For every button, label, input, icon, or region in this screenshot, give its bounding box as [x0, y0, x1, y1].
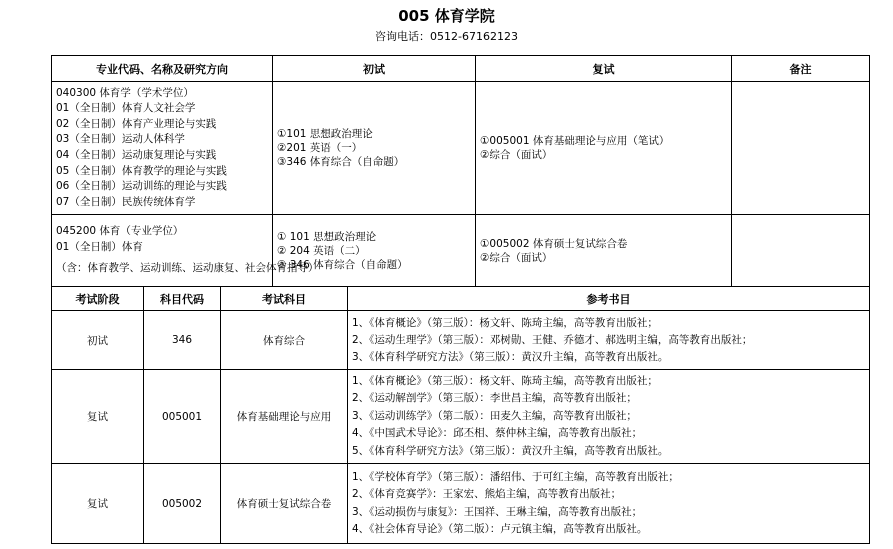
exam-item: ③ 346 体育综合（自命题） — [277, 258, 408, 271]
code-cell: 005001 — [144, 370, 221, 464]
program-line: 01（全日制）体育人文社会学 — [56, 102, 196, 115]
books-row — [52, 311, 870, 370]
book-entry: 4、《社会体育导论》（第二版）：卢元镇主编，高等教育出版社。 — [352, 522, 648, 535]
stage-cell: 初试 — [52, 311, 144, 370]
retest-item: ①005002 体育硕士复试综合卷 — [480, 237, 628, 250]
book-entry: 2、《体育竞赛学》：王家宏、熊焰主编，高等教育出版社； — [352, 488, 622, 501]
book-entry: 1、《学校体育学》（第三版）：潘绍伟、于可红主编，高等教育出版社； — [352, 470, 679, 483]
book-entry: 1、《体育概论》（第三版）：杨文轩、陈琦主编，高等教育出版社； — [352, 316, 658, 329]
program-cell — [52, 82, 273, 215]
book-entry: 3、《体育科学研究方法》（第三版）：黄汉升主编，高等教育出版社。 — [352, 350, 669, 363]
books-cell — [348, 370, 870, 464]
subject-cell: 体育硕士复试综合卷 — [221, 464, 348, 544]
book-entry: 1、《体育概论》（第三版）：杨文轩、陈琦主编，高等教育出版社； — [352, 374, 658, 387]
exam-item: ① 101 思想政治理论 — [277, 230, 377, 243]
program-line: 040300 体育学（学术学位） — [56, 86, 194, 99]
exam-item: ①101 思想政治理论 — [277, 128, 373, 140]
program-line: 07（全日制）民族传统体育学 — [56, 195, 196, 208]
code-cell: 346 — [144, 311, 221, 370]
retest-cell — [476, 82, 732, 215]
initial-exam-cell — [273, 215, 476, 287]
header-books: 参考书目 — [348, 287, 870, 311]
program-cell — [52, 215, 319, 287]
retest-item: ①005001 体育基础理论与应用（笔试） — [480, 135, 670, 147]
header-remark: 备注 — [732, 56, 870, 82]
reference-books-table — [51, 286, 870, 544]
exam-item: ②201 英语（一） — [277, 142, 363, 154]
retest-item: ②综合（面试） — [480, 251, 553, 264]
books-row — [52, 464, 870, 544]
book-entry: 3、《运动损伤与康复》：王国祥、王琳主编，高等教育出版社； — [352, 505, 643, 518]
remark-cell — [732, 215, 870, 287]
program-line: 05（全日制）体育教学的理论与实践 — [56, 164, 227, 177]
initial-exam-cell — [273, 82, 476, 215]
retest-cell — [476, 215, 732, 287]
stage-cell: 复试 — [52, 464, 144, 544]
subject-cell: 体育综合 — [221, 311, 348, 370]
header-program: 专业代码、名称及研究方向 — [52, 56, 273, 82]
contact-phone: 咨询电话：0512-67162123 — [375, 30, 518, 43]
book-entry: 2、《运动生理学》（第三版）：邓树勋、王健、乔德才、郝选明主编，高等教育出版社； — [352, 333, 753, 346]
header-initial-exam: 初试 — [273, 56, 476, 82]
book-entry: 2、《运动解剖学》（第三版）：李世昌主编，高等教育出版社； — [352, 392, 637, 405]
program-line: 045200 体育（专业学位） — [56, 225, 184, 238]
program-line: 06（全日制）运动训练的理论与实践 — [56, 180, 227, 193]
books-cell — [348, 311, 870, 370]
program-line: 04（全日制）运动康复理论与实践 — [56, 149, 217, 161]
header-code: 科目代码 — [144, 287, 221, 311]
program-table-header — [52, 56, 870, 82]
header-stage: 考试阶段 — [52, 287, 144, 311]
program-row — [52, 215, 870, 287]
program-table — [51, 55, 870, 287]
book-entry: 3、《运动训练学》（第二版）：田麦久主编，高等教育出版社； — [352, 409, 637, 422]
book-entry: 5、《体育科学研究方法》（第三版）：黄汉升主编，高等教育出版社。 — [352, 444, 669, 457]
books-row — [52, 370, 870, 464]
stage-cell: 复试 — [52, 370, 144, 464]
header-retest: 复试 — [476, 56, 732, 82]
exam-item: ③346 体育综合（自命题） — [277, 156, 405, 168]
code-cell: 005002 — [144, 464, 221, 544]
header-subject: 考试科目 — [221, 287, 348, 311]
page-title: 005 体育学院 — [398, 7, 495, 25]
books-cell — [348, 464, 870, 544]
program-note: （含：体育教学、运动训练、运动康复、社会体育指导） — [56, 262, 319, 275]
program-line: 01（全日制）体育 — [56, 240, 143, 253]
subject-cell: 体育基础理论与应用 — [221, 370, 348, 464]
exam-item: ② 204 英语（二） — [277, 244, 366, 257]
retest-item: ②综合（面试） — [480, 149, 553, 161]
remark-cell — [732, 82, 870, 215]
program-line: 03（全日制）运动人体科学 — [56, 133, 185, 146]
book-entry: 4、《中国武术导论》：邱丕相、蔡仲林主编，高等教育出版社； — [352, 427, 643, 440]
program-line: 02（全日制）体育产业理论与实践 — [56, 117, 217, 130]
program-row — [52, 82, 870, 215]
books-table-header — [52, 287, 870, 311]
